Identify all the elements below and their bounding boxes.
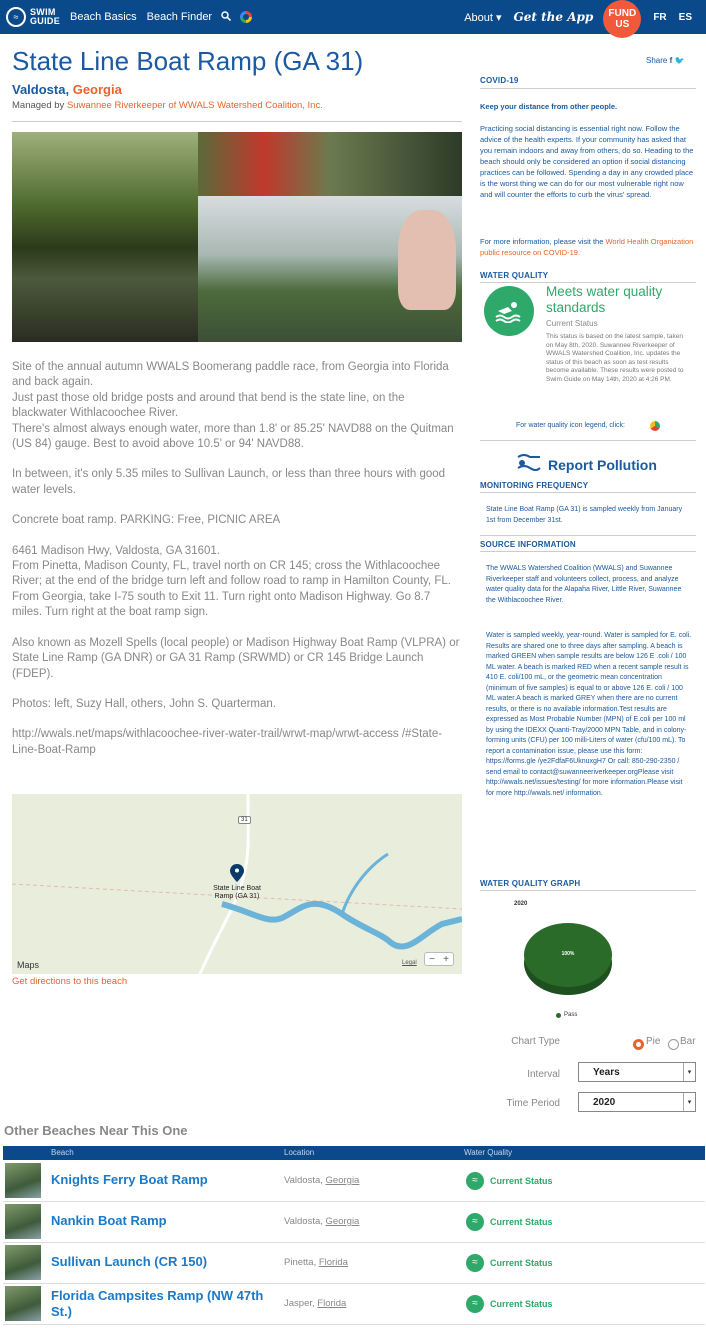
description-paragraph: Photos: left, Suzy Hall, others, John S. Quarterman. (12, 697, 276, 710)
nearby-beaches-title: Other Beaches Near This One (4, 1123, 188, 1138)
page-title: State Line Boat Ramp (GA 31) (12, 46, 364, 76)
water-quality-heading: WATER QUALITY (480, 271, 549, 280)
nearby-beach-location: Valdosta, Georgia (284, 1216, 360, 1227)
source-information-heading: SOURCE INFORMATION (480, 540, 576, 549)
search-icon[interactable] (221, 11, 231, 24)
photo-kayaks[interactable] (198, 132, 462, 196)
monitoring-frequency-heading: MONITORING FREQUENCY (480, 481, 589, 490)
report-pollution-label: Report Pollution (548, 456, 657, 473)
divider (480, 440, 696, 441)
beach-thumbnail[interactable] (5, 1204, 41, 1239)
water-quality-status-title: Meets water quality standards (546, 284, 663, 315)
map-pin-label: State Line Boat Ramp (GA 31) (213, 885, 261, 900)
location-map[interactable] (12, 794, 462, 974)
nearby-table-header (3, 1146, 705, 1160)
get-the-app-link[interactable]: Get the App (513, 10, 594, 24)
beach-thumbnail[interactable] (5, 1245, 41, 1280)
source-information-text: The WWALS Watershed Coalition (WWALS) and Suwannee Riverkeeper staff and volunteers collect, process, and analyze water quality data for the Alapaha River, Little River, Suwannee the Withlacoochee River. (486, 565, 682, 604)
description-paragraph: From Pinetta, Madison County, FL, travel north on CR 145; cross the Withlacoochee River; at the end of the bridge turn left and follow road to ramp in Hamilton County, FL. (12, 560, 451, 588)
covid-bold-text: Keep your distance from other people. (480, 102, 618, 111)
nearby-beach-status: ≈ Current Status (466, 1254, 553, 1272)
nearby-beach-row[interactable] (3, 1160, 705, 1202)
logo-line-1: SWIM (30, 7, 56, 17)
divider (480, 282, 696, 283)
report-pollution-link[interactable] (516, 453, 657, 476)
water-quality-graph-heading: WATER QUALITY GRAPH (480, 879, 581, 888)
swimmer-status-icon: ≈ (466, 1213, 484, 1231)
managed-prefix: Managed by (12, 100, 65, 111)
nearby-beach-name-link[interactable]: Florida Campsites Ramp (NW 47th St.) (51, 1288, 264, 1319)
chart-type-label: Chart Type (511, 1036, 560, 1047)
description-paragraph: 6461 Madison Hwy, Valdosta, GA 31601. (12, 544, 220, 557)
interval-label: Interval (527, 1069, 560, 1080)
description-paragraph: Also known as Mozell Spells (local people) or Madison Highway Boat Ramp (VLPRA) or State Line Ramp (GA DNR) or GA 31 Ramp (SRWMD) or CR 145 Bridge Launch (FDEP). (12, 636, 460, 680)
photo-river[interactable] (12, 132, 198, 342)
time-period-label: Time Period (506, 1098, 560, 1109)
map-zoom-control[interactable] (424, 952, 454, 966)
bar-radio-label[interactable]: Bar (680, 1036, 696, 1047)
chart-legend (556, 1012, 577, 1018)
beach-location (12, 82, 122, 97)
pie-radio-label[interactable]: Pie (646, 1036, 661, 1047)
paragraph-gap (12, 498, 462, 513)
status-explanation: This status is based on the latest sample, taken on May 8th, 2020. Suwannee Riverkeeper of WWALS Watershed Coalition, Inc. updates the status of this beach as soon as test results become available. These results were posted to Swim Guide on May 14th, 2020 at 4:26 PM. (546, 333, 684, 383)
share-link[interactable]: Share f 🐦 (646, 56, 685, 65)
covid-heading: COVID-19 (480, 76, 519, 85)
get-directions-link[interactable]: Get directions to this beach (12, 976, 128, 987)
paragraph-gap (12, 682, 462, 697)
covid-more-info: For more information, please visit the World Health Organization public resource on COVID-19. (480, 237, 694, 257)
chevron-down-icon: ▾ (683, 1063, 695, 1081)
beach-description (12, 360, 462, 758)
chevron-down-icon: ▾ (683, 1093, 695, 1111)
legend-label-pass: Pass (564, 1012, 578, 1018)
nearby-beach-state-link[interactable]: Florida (318, 1257, 348, 1268)
photo-man-with-sign[interactable] (198, 196, 462, 342)
pollution-report-icon (516, 453, 542, 476)
nearby-beach-status: ≈ Current Status (466, 1295, 553, 1313)
divider (480, 492, 696, 493)
bar-radio[interactable] (668, 1039, 679, 1050)
legend-text: For water quality icon legend, click: (516, 422, 625, 429)
description-paragraph: http://wwals.net/maps/withlacoochee-river-water-trail/wrwt-map/wrwt-access /#State-Line-Boat-Ramp (12, 728, 443, 756)
fund-line-1: FUND (608, 8, 637, 19)
description-paragraph: Site of the annual autumn WWALS Boomerang paddle race, from Georgia into Florida and back again. (12, 361, 449, 389)
facebook-icon[interactable]: f (669, 56, 673, 65)
description-paragraph: There's almost always enough water, more than 1.8' or 85.25' NAVD88 on the Quitman (US 84) gauge. Best to avoid above 10.5' or 94' NAVD88. (12, 422, 454, 451)
nearby-beach-status: ≈ Current Status (466, 1213, 553, 1231)
photo-gallery (12, 132, 462, 342)
nearby-beach-location: Pinetta, Florida (284, 1257, 348, 1268)
paragraph-gap (12, 621, 462, 636)
map-legal-link[interactable]: Legal (402, 960, 417, 966)
paragraph-gap (12, 529, 462, 544)
description-paragraph: Concrete boat ramp. PARKING: Free, PICNIC AREA (12, 514, 281, 527)
map-pin-icon[interactable] (230, 864, 244, 882)
nearby-beach-name-link[interactable]: Sullivan Launch (CR 150) (51, 1254, 208, 1269)
pie-slice-label: 100% (561, 951, 575, 957)
nearby-beach-name-link[interactable]: Knights Ferry Boat Ramp (51, 1172, 208, 1187)
beach-thumbnail[interactable] (5, 1286, 41, 1321)
divider (480, 88, 696, 89)
nearby-beach-location: Jasper, Florida (284, 1298, 347, 1309)
paragraph-gap (12, 452, 462, 467)
fund-line-2: US (615, 19, 630, 30)
beach-thumbnail[interactable] (5, 1163, 41, 1198)
location-state-link[interactable]: Georgia (72, 82, 122, 97)
swimmer-status-icon (484, 286, 534, 336)
nearby-beach-row[interactable] (3, 1242, 705, 1284)
nearby-beach-row[interactable] (3, 1283, 705, 1325)
pie-radio[interactable] (633, 1039, 644, 1050)
nearby-beach-state-link[interactable]: Georgia (325, 1216, 360, 1227)
lang-fr-link[interactable]: FR (653, 11, 667, 23)
monitoring-frequency-text: State Line Boat Ramp (GA 31) is sampled weekly from January 1st from December 31st. (486, 506, 683, 524)
description-paragraph: From Georgia, take I-75 south to Exit 11. Turn right onto Madison Highway. Go 8.7 miles. Turn right at the boat ramp sign. (12, 590, 431, 619)
top-nav (0, 0, 706, 34)
nav-about-dropdown[interactable]: About ▾ (464, 11, 502, 24)
apple-maps-logo: Maps (17, 960, 40, 970)
divider (480, 890, 696, 891)
description-paragraph: In between, it's only 5.35 miles to Sullivan Launch, or less than three hours with good water levels. (12, 468, 446, 496)
nearby-beach-location: Valdosta, Georgia (284, 1175, 360, 1186)
nav-beach-finder[interactable]: Beach Finder (146, 11, 213, 23)
divider (480, 535, 696, 536)
nearby-beach-row[interactable] (3, 1201, 705, 1243)
interval-select[interactable]: Years ▾ (578, 1062, 696, 1082)
divider (12, 121, 462, 122)
covid-body: Practicing social distancing is essential right now. Follow the advice of the health experts. If your community has asked that you remain indoors and away from others, do so. Heading to the beach should only be considered an option if social distancing practices can be followed. Spending a day in any crowded place is the worst thing we can do for our most vulnerable right now and will counter the efforts to curb the virus' spread. (480, 124, 694, 199)
managed-by (12, 100, 323, 111)
swimmer-logo-icon: ≈ (6, 7, 26, 27)
col-location: Location (284, 1148, 315, 1157)
nearby-beach-state-link[interactable]: Florida (317, 1298, 347, 1309)
legend-swatch-pass (556, 1013, 561, 1018)
description-paragraph: Just past those old bridge posts and around that bend is the state line, on the blackwater Withlacoochee River. (12, 391, 405, 420)
current-status-label: Current Status (546, 319, 598, 328)
nav-beach-basics[interactable]: Beach Basics (70, 11, 137, 23)
zoom-in-button[interactable]: + (443, 953, 449, 965)
time-period-select[interactable]: 2020 ▾ (578, 1092, 696, 1112)
zoom-out-button[interactable]: − (429, 953, 435, 965)
twitter-icon[interactable]: 🐦 (674, 56, 685, 65)
divider (480, 551, 696, 552)
chart-title: 2020 (514, 901, 528, 907)
nearby-beach-state-link[interactable]: Georgia (325, 1175, 360, 1186)
swimmer-status-icon: ≈ (466, 1172, 484, 1190)
nearby-beach-status: ≈ Current Status (466, 1172, 553, 1190)
managed-org-link[interactable]: Suwannee Riverkeeper of WWALS Watershed Coalition, Inc. (66, 100, 323, 111)
location-city: Valdosta, (12, 82, 70, 97)
water-quality-pie-chart (520, 915, 616, 1001)
who-link[interactable]: World Health Organization public resource on COVID-19. (480, 237, 694, 257)
col-beach: Beach (51, 1148, 74, 1157)
swimmer-status-icon: ≈ (466, 1254, 484, 1272)
nearby-beach-name-link[interactable]: Nankin Boat Ramp (51, 1213, 167, 1228)
fund-us-button[interactable] (603, 0, 641, 38)
col-water-quality: Water Quality (464, 1148, 513, 1157)
route-shield: 31 (238, 816, 251, 824)
swimmer-status-icon: ≈ (466, 1295, 484, 1313)
swim-guide-logo[interactable] (6, 7, 60, 27)
lang-es-link[interactable]: ES (678, 11, 692, 23)
globe-icon[interactable] (240, 11, 252, 23)
paragraph-gap (12, 712, 462, 727)
source-information-details: Water is sampled weekly, year-round. Water is sampled for E. coli. Results are shared one to three days after sampling. A beach is marked GREEN when sample results are below 126 E .coli / 100 ML water. A beach is marked RED when a recent sample result is 410 E. coli/100 mL, or the geometric mean concentration (minimum of five samples) is equal to or above 126 E. coli / 100 ML water.A beach is marked GREY when there are no current results, or there is no available information.Test results are expressed as Most Probable Number (MPN) of E.coli per 100 ml by using the IDEXX Quanti-Tray/2000 MPN Table, and in colony-forming units (CFU) per 100 milli-Liters of water (cfu/100 mL). To report a contamination issue, please use this form: https://forms.gle /ye2FdfaF6UknuxgH7 Or call: 850-290-2350 / send email to contact@suwanneeriverkeeper.orgPlease visit http://wwals.net/issues/testing/ for more information.Please visit for more http://wwals.net/ information. (486, 632, 692, 797)
logo-line-2: GUIDE (30, 16, 61, 26)
legend-icon[interactable] (650, 421, 660, 431)
